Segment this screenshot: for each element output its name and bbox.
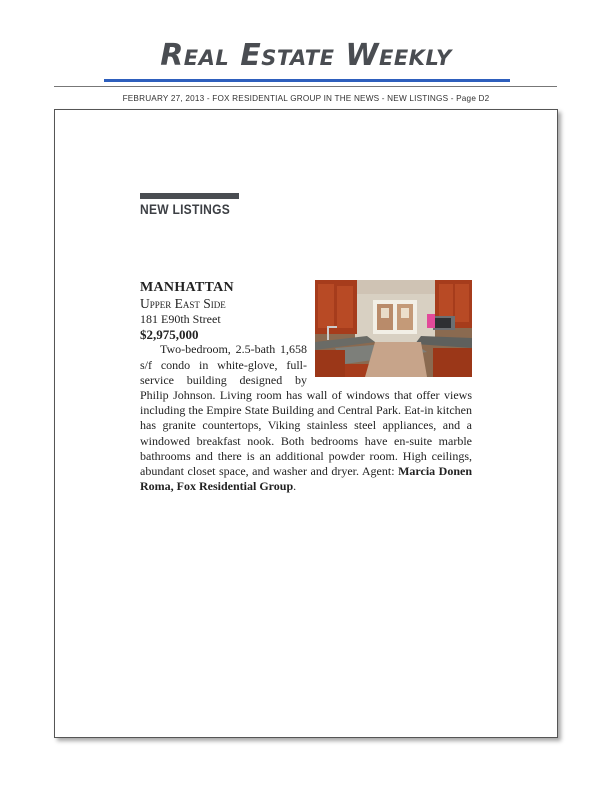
- listing-article: [140, 279, 472, 494]
- agent-name: Marcia Donen Roma, Fox Residential Group: [140, 464, 473, 494]
- agent-end: .: [293, 479, 297, 494]
- listing-borough: MANHATTAN: [140, 280, 234, 295]
- kitchen-photo: [315, 280, 472, 377]
- listing-price: $2,975,000: [140, 327, 199, 343]
- masthead-rule: [104, 79, 510, 82]
- listing-neighborhood: Upper East Side: [140, 296, 226, 311]
- header-divider: [54, 86, 557, 87]
- dateline: FEBRUARY 27, 2013 - FOX RESIDENTIAL GROUP IN THE NEWS - NEW LISTINGS - Page D2: [122, 94, 490, 103]
- listing-address: 181 E90th Street: [140, 312, 221, 326]
- section-bar: [140, 193, 239, 199]
- masthead-title: Real Estate Weekly: [160, 38, 452, 73]
- agent-label: Agent:: [361, 464, 395, 479]
- section-title: NEW LISTINGS: [140, 201, 231, 217]
- listing-description-text: Two-bedroom, 2.5-bath 1,658 s/f condo in white-glove, full-service building designed by Philip Johnson. Living room has wall of windows that offer views including the Empire State Building and Central Park. Eat-in kitchen has granite countertops, Viking stainless steel appliances, and a windowed breakfast nook. Both bedrooms have en-suite marble bathrooms and there is an additional powder room. High ceilings, abundant closet space, and washer and dryer.: [140, 342, 472, 479]
